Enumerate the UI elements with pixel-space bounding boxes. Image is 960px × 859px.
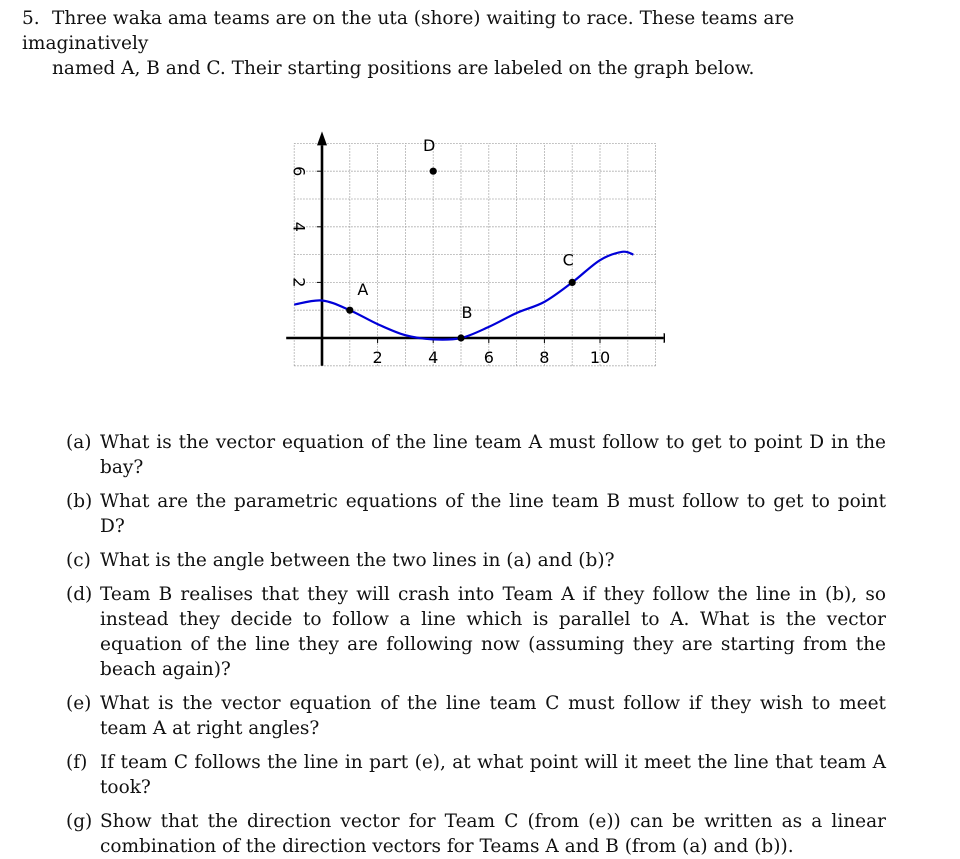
intro-line-1 — [22, 6, 902, 56]
question-e — [66, 691, 886, 741]
x-axis-arrow — [664, 333, 665, 343]
question-b-text: What are the parametric equations of the line team B must follow to get to point D? — [100, 491, 886, 537]
question-g-text: Show that the direction vector for Team C (from (e)) can be written as a linear combination of the direction vectors for Teams A and B (from (a) and (b)). — [100, 811, 886, 857]
question-list — [66, 430, 886, 859]
y-axis-arrow — [317, 131, 327, 145]
x-tick-label: 2 — [372, 348, 383, 367]
intro-text-1: Three waka ama teams are on the uta (shore) waiting to race. These teams are imaginatively — [22, 8, 795, 54]
intro-line-2: named A, B and C. Their starting positions are labeled on the graph below. — [52, 58, 755, 79]
x-tick-label: 6 — [483, 348, 494, 367]
point-d — [430, 168, 437, 175]
question-g — [66, 809, 886, 859]
question-d-label: (d) — [66, 584, 93, 605]
question-a-text: What is the vector equation of the line team A must follow to get to point D in the bay? — [100, 432, 886, 478]
question-d-text: Team B realises that they will crash into Team A if they follow the line in (b), so instead they decide to follow a line which is parallel to A. What is the vector equation of the line they are following now (assuming they are starting from the beach again)? — [100, 584, 886, 680]
question-d — [66, 582, 886, 682]
point-a — [346, 307, 353, 314]
shore-curve — [294, 252, 633, 340]
x-tick-label: 8 — [539, 348, 550, 367]
y-tick-label: 6 — [289, 166, 309, 177]
question-b — [66, 489, 886, 539]
problem-number: 5. — [22, 8, 40, 29]
point-b — [457, 334, 464, 341]
question-f-text: If team C follows the line in part (e), at what point will it meet the line that team A took? — [100, 752, 886, 798]
question-c-text: What is the angle between the two lines in (a) and (b)? — [100, 550, 615, 571]
y-tick-label: 2 — [289, 277, 309, 288]
point-label-d: D — [423, 136, 436, 156]
question-c-label: (c) — [66, 550, 91, 571]
point-label-b: B — [461, 303, 473, 322]
problem-statement — [22, 6, 902, 81]
point-label-c: C — [562, 250, 574, 270]
question-f-label: (f) — [66, 752, 88, 773]
race-graph — [285, 108, 665, 388]
question-b-label: (b) — [66, 491, 93, 512]
question-e-text: What is the vector equation of the line team C must follow if they wish to meet team A at right angles? — [100, 693, 886, 739]
question-g-label: (g) — [66, 811, 93, 832]
x-tick-label: 10 — [589, 348, 611, 367]
question-c — [66, 548, 886, 573]
question-a-label: (a) — [66, 432, 92, 453]
y-tick-label: 4 — [289, 221, 309, 232]
question-a — [66, 430, 886, 480]
point-c — [569, 279, 576, 286]
race-graph-svg — [285, 108, 665, 388]
question-f — [66, 750, 886, 800]
question-e-label: (e) — [66, 693, 92, 714]
x-tick-label: 4 — [428, 348, 439, 367]
point-label-a: A — [357, 280, 369, 300]
